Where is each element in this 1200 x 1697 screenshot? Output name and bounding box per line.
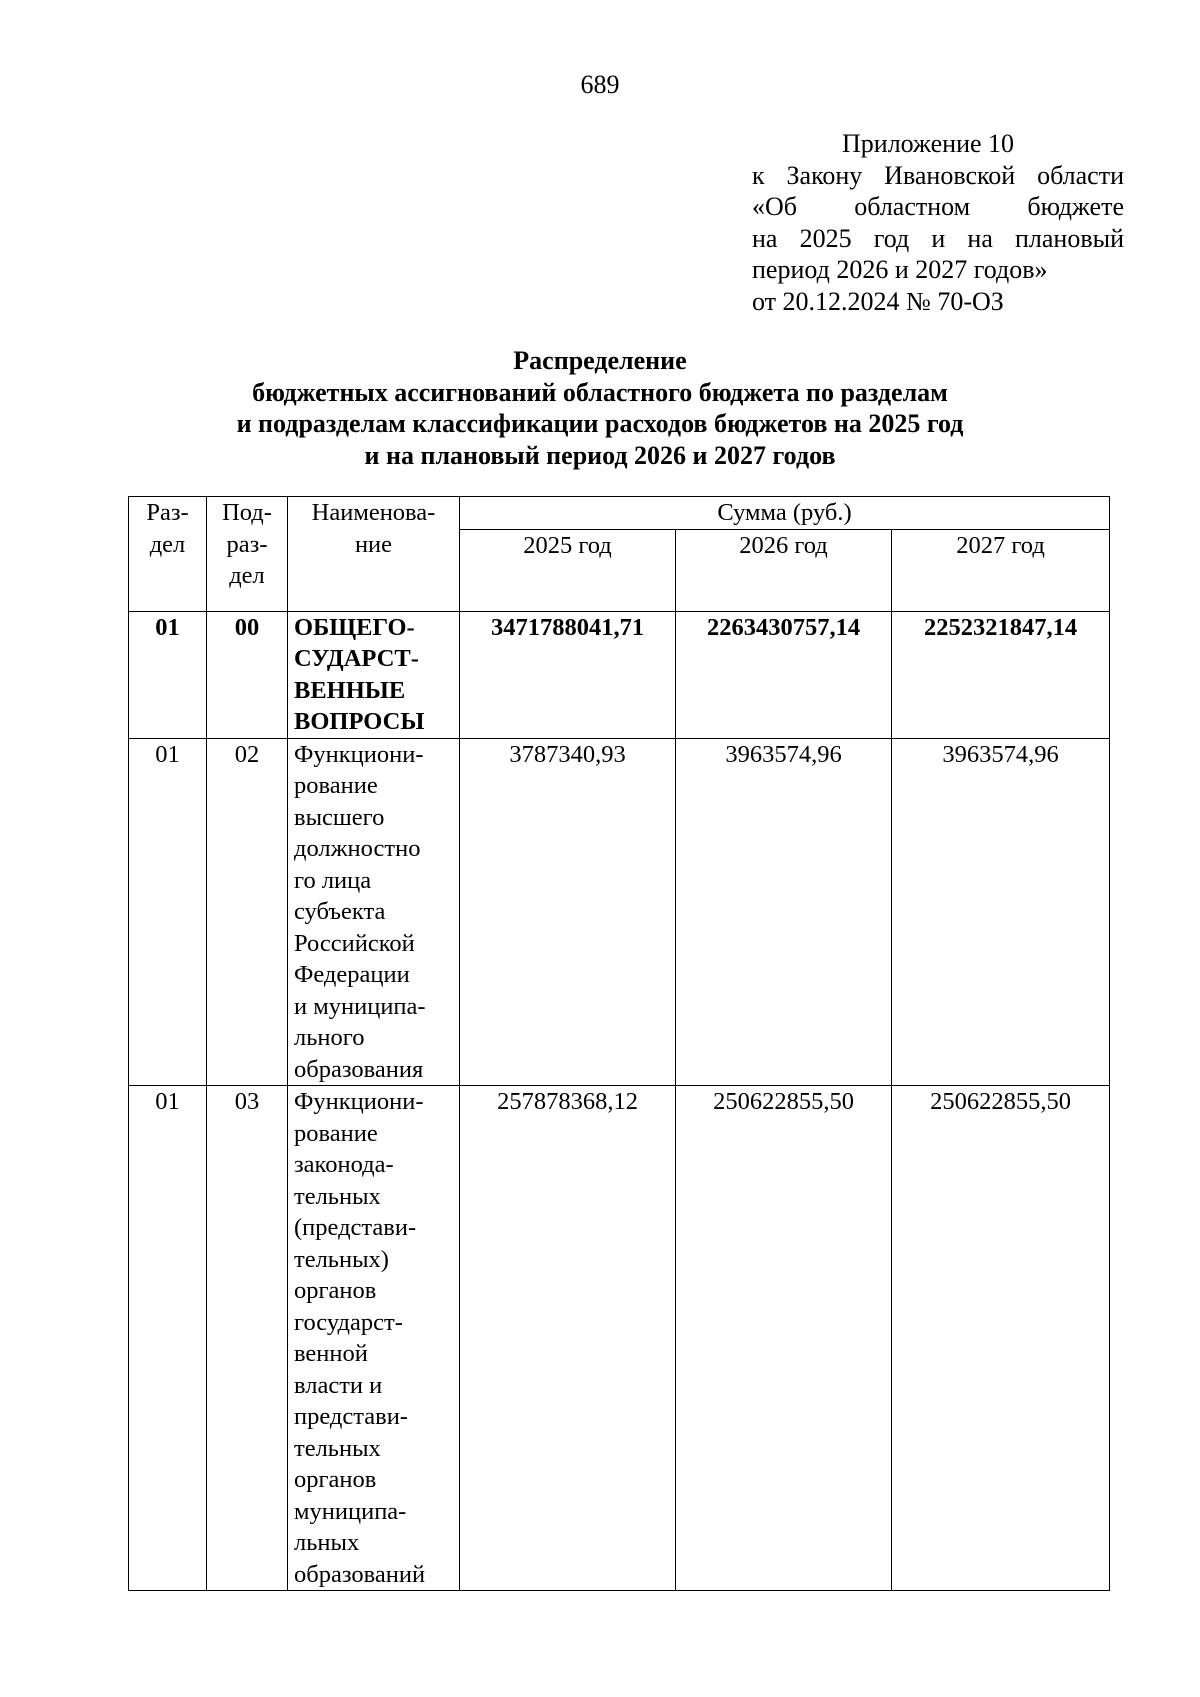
cell-razdel: 01: [129, 1086, 207, 1591]
title-line: бюджетных ассигнований областного бюджета по разделам: [252, 377, 948, 407]
appendix-line: на 2025 год и на плановый: [752, 223, 1124, 253]
cell-name-text: Функциони- рование высшего должностно го лица субъекта Российской Федерации и муниципа- льного образования: [294, 740, 426, 1083]
title-line: и на плановый период 2026 и 2027 годов: [364, 440, 836, 470]
cell-name: [288, 738, 460, 1086]
appendix-line: Приложение 10: [842, 129, 1015, 158]
cell-name-text: ОБЩЕГО- СУДАРСТ- ВЕННЫЕ ВОПРОСЫ: [294, 613, 425, 735]
cell-name-text: Функциони- рование законода- тельных (представи- тельных) органов государст- венной власти и представи- тельных органов муниципа- льных образований: [294, 1088, 426, 1588]
cell-sum-2025: 3471788041,71: [460, 611, 676, 738]
appendix-line: «Об областном бюджете: [752, 192, 1124, 221]
appendix-line: период 2026 и 2027 годов»: [752, 255, 1048, 284]
cell-sum-2025: 257878368,12: [460, 1086, 676, 1591]
header-podrazdel: Под- раз- дел: [207, 497, 288, 612]
table-row: [129, 611, 1110, 738]
cell-sum-2026: 2263430757,14: [676, 611, 892, 738]
cell-sum-2027: 2252321847,14: [892, 611, 1110, 738]
table-row: [129, 1086, 1110, 1591]
cell-sum-2026: 3963574,96: [676, 738, 892, 1086]
title-line: Распределение: [513, 346, 687, 375]
cell-name: [288, 611, 460, 738]
appendix-reference: [752, 128, 1124, 317]
cell-podrazdel: 03: [207, 1086, 288, 1591]
table-row: [129, 738, 1110, 1086]
cell-sum-2027: 250622855,50: [892, 1086, 1110, 1591]
cell-podrazdel: 00: [207, 611, 288, 738]
cell-sum-2026: 250622855,50: [676, 1086, 892, 1591]
header-sum: Сумма (руб.): [460, 497, 1110, 530]
page-number: 689: [580, 70, 620, 99]
document-title: [0, 345, 1200, 471]
appendix-line: от 20.12.2024 № 70-ОЗ: [752, 286, 1004, 316]
budget-table: [128, 496, 1110, 1591]
cell-sum-2025: 3787340,93: [460, 738, 676, 1086]
header-year-2027: 2027 год: [892, 529, 1110, 611]
header-year-2026: 2026 год: [676, 529, 892, 611]
cell-razdel: 01: [129, 738, 207, 1086]
cell-razdel: 01: [129, 611, 207, 738]
header-razdel: Раз- дел: [129, 497, 207, 612]
appendix-line: к Закону Ивановской области: [752, 160, 1124, 190]
title-line: и подразделам классификации расходов бюджетов на 2025 год: [236, 409, 964, 438]
cell-name: [288, 1086, 460, 1591]
cell-podrazdel: 02: [207, 738, 288, 1086]
header-name: Наименова- ние: [288, 497, 460, 612]
header-year-2025: 2025 год: [460, 529, 676, 611]
cell-sum-2027: 3963574,96: [892, 738, 1110, 1086]
